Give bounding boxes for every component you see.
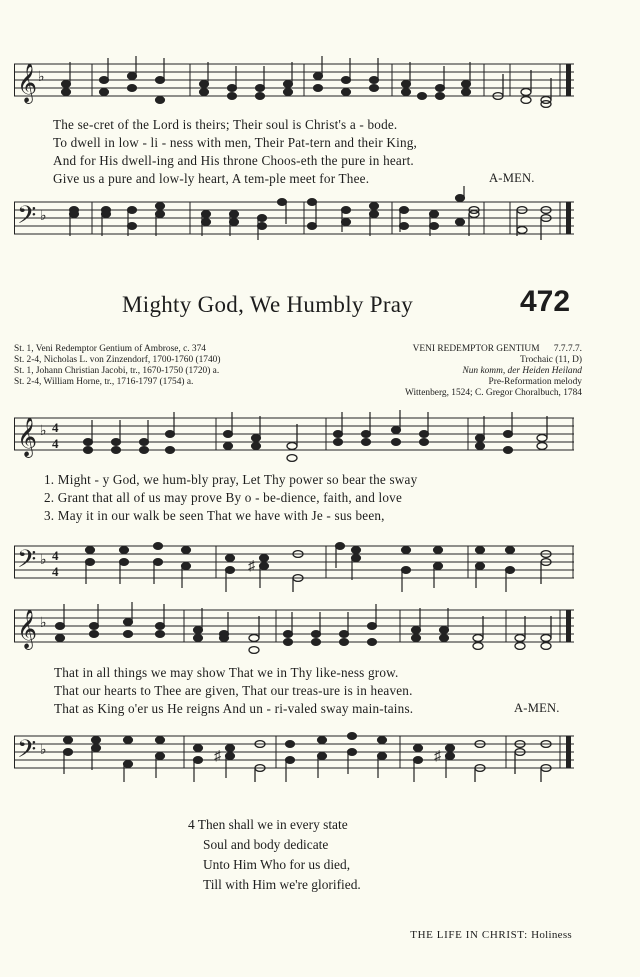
svg-text:♭: ♭ [40, 209, 47, 224]
footer-section: THE LIFE IN CHRIST: [410, 929, 528, 941]
top-bass-staff [14, 186, 576, 252]
tune-meter-2: Trochaic (11, D) [519, 355, 582, 365]
s1-treble-staff [14, 408, 576, 468]
svg-text:𝄞: 𝄞 [17, 65, 38, 102]
svg-text:4: 4 [52, 548, 59, 563]
credit-line-3: St. 1, Johann Christian Jacobi, tr., 1670-1750 (1720) a. [14, 366, 220, 376]
svg-text:𝄢: 𝄢 [17, 736, 37, 769]
s1-bass-staff [14, 530, 576, 596]
s2-bass-staff [14, 720, 576, 786]
credit-line-4: St. 2-4, William Horne, tr., 1716-1797 (1754) a. [14, 377, 194, 387]
svg-text:4: 4 [52, 436, 59, 451]
credit-line-1: St. 1, Veni Redemptor Gentium of Ambrose, c. 374 [14, 344, 206, 354]
svg-text:♯: ♯ [214, 749, 221, 764]
svg-text:♭: ♭ [40, 743, 47, 758]
hymn-number: 472 [520, 285, 571, 318]
top-verse-3: And for His dwell-ing and His throne Choos-eth the pure in heart. [53, 153, 414, 168]
top-verse-2: To dwell in low - li - ness with men, Their Pat-tern and their King, [53, 135, 418, 150]
stanza-4-line-1: 4 Then shall we in every state [188, 817, 348, 832]
s2-lyric-3: That as King o'er us He reigns And un - ri-valed sway main-tains. [54, 701, 414, 716]
stanza-4 [188, 815, 361, 895]
svg-text:♭: ♭ [40, 616, 47, 631]
stanza-4-line-2: Soul and body dedicate [203, 837, 329, 852]
svg-text:♯: ♯ [434, 749, 441, 764]
svg-text:𝄢: 𝄢 [17, 202, 37, 235]
stanza-4-line-3: Unto Him Who for us died, [203, 857, 351, 872]
footer-subsection: Holiness [531, 929, 572, 941]
top-amen: A-MEN. [489, 171, 535, 185]
section-footer [410, 929, 572, 941]
tune-publication: Wittenberg, 1524; C. Gregor Choralbuch, 1784 [404, 388, 582, 398]
tune-text: Nun komm, der Heiden Heiland [462, 366, 582, 376]
svg-text:4: 4 [52, 420, 59, 435]
top-treble-staff [14, 54, 576, 114]
s2-lyric-2: That our hearts to Thee are given, That our treas-ure is in heaven. [54, 683, 413, 698]
top-verse-4: Give us a pure and low-ly heart, A tem-ple meet for Thee. [53, 171, 370, 186]
s2-lyric-1: That in all things we may show That we in Thy like-ness grow. [54, 665, 399, 680]
svg-text:𝄢: 𝄢 [17, 546, 37, 579]
svg-text:𝄞: 𝄞 [17, 419, 38, 456]
s2-amen: A-MEN. [514, 701, 560, 715]
tune-source: Pre-Reformation melody [488, 377, 582, 387]
tune-name-line [413, 344, 582, 356]
s1-lyric-3: 3. May it in our walk be seen That we have with Je - sus been, [44, 508, 385, 523]
svg-text:♭: ♭ [38, 70, 45, 85]
s1-lyric-1: 1. Might - y God, we hum-bly pray, Let Thy power so bear the sway [44, 472, 418, 487]
s2-treble-staff [14, 600, 576, 660]
svg-text:♭: ♭ [40, 424, 47, 439]
svg-text:♯: ♯ [248, 559, 255, 574]
svg-text:𝄞: 𝄞 [17, 611, 38, 648]
s1-lyric-2: 2. Grant that all of us may prove By o - be-dience, faith, and love [44, 490, 403, 505]
stanza-4-line-4: Till with Him we're glorified. [203, 877, 361, 892]
hymn-title: Mighty God, We Humbly Pray [122, 292, 414, 317]
top-verse-1: The se-cret of the Lord is theirs; Their soul is Christ's a - bode. [53, 117, 398, 132]
svg-text:4: 4 [52, 564, 59, 579]
tune-name: VENI REDEMPTOR GENTIUM [412, 344, 540, 354]
tune-meter: 7.7.7.7. [553, 344, 582, 354]
credit-line-2: St. 2-4, Nicholas L. von Zinzendorf, 1700-1760 (1740) [14, 355, 221, 365]
svg-text:♭: ♭ [40, 553, 47, 568]
